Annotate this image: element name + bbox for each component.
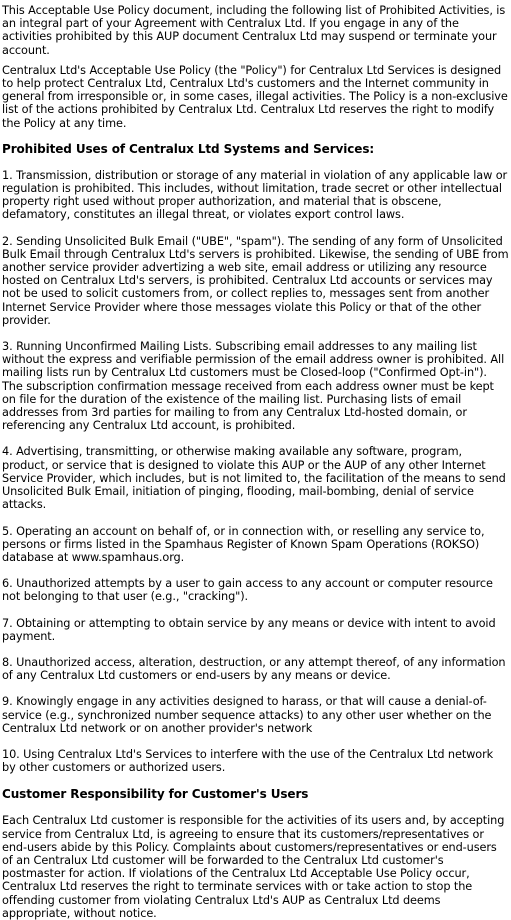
prohibited-uses-heading: Prohibited Uses of Centralux Ltd Systems and Services: bbox=[2, 141, 375, 156]
customer-responsibility-paragraph: Each Centralux Ltd customer is responsible for the activities of its users and, by accepting service from Centralux Ltd, is agreeing to ensure that its customers/representatives or end-users abide by this Policy. Complaints about customers/representatives or end-users of an Centralux Ltd customer will be forwarded to the Centralux Ltd customer's postmaster for action. If violations of the Centralux Ltd Acceptable Use Policy occur, Centralux Ltd reserves the right to terminate services with or take action to stop the offending customer from violating Centralux Ltd's AUP as Centralux Ltd deems appropriate, without notice. bbox=[2, 814, 505, 920]
policy-item: 3. Running Unconfirmed Mailing Lists. Subscribing email addresses to any mailing list without the express and verifiable permission of the email address owner is prohibited. All mailing lists run by Centralux Ltd customers must be Closed-loop ("Confirmed Opt-in"). The subscription confirmation message received from each address owner must be kept on file for the duration of the existence of the mailing list. Purchasing lists of email addresses from 3rd parties for mailing to from any Centralux Ltd-hosted domain, or referencing any Centralux Ltd account, is prohibited. bbox=[2, 340, 505, 433]
policy-item: 2. Sending Unsolicited Bulk Email ("UBE", "spam"). The sending of any form of Unsolicited Bulk Email through Centralux Ltd's servers is prohibited. Likewise, the sending of UBE from another service provider advertizing a web site, email address or utilizing any resource hosted on Centralux Ltd's servers, is prohibited. Centralux Ltd accounts or services may not be used to solicit customers from, or collect replies to, messages sent from another Internet Service Provider where those messages violate this Policy or that of the other provider. bbox=[2, 234, 509, 327]
customer-responsibility-heading: Customer Responsibility for Customer's Users bbox=[2, 787, 309, 802]
intro-paragraph: This Acceptable Use Policy document, including the following list of Prohibited Activities, is an integral part of your Agreement with Centralux Ltd. If you engage in any of the activities prohibited by this AUP document Centralux Ltd may suspend or terminate your account. bbox=[2, 4, 506, 57]
policy-item: 6. Unauthorized attempts by a user to gain access to any account or computer resource not belonging to that user (e.g., "cracking"). bbox=[2, 577, 493, 604]
intro-paragraph: Centralux Ltd's Acceptable Use Policy (the "Policy") for Centralux Ltd Services is designed to help protect Centralux Ltd, Centralux Ltd's customers and the Internet community in general from irresponsible or, in some cases, illegal activities. The Policy is a non-exclusive list of the actions prohibited by Centralux Ltd. Centralux Ltd reserves the right to modify the Policy at any time. bbox=[2, 63, 508, 130]
policy-item: 7. Obtaining or attempting to obtain service by any means or device with intent to avoid payment. bbox=[2, 616, 496, 643]
policy-item: 1. Transmission, distribution or storage of any material in violation of any applicable law or regulation is prohibited. This includes, without limitation, trade secret or other intellectual property right used without proper authorization, and material that is obscene, defamatory, constitutes an illegal threat, or violates export control laws. bbox=[2, 168, 508, 222]
policy-item: 10. Using Centralux Ltd's Services to interfere with the use of the Centralux Ltd network by other customers or authorized users. bbox=[2, 747, 494, 775]
policy-item: 4. Advertising, transmitting, or otherwise making available any software, program, product, or service that is designed to violate this AUP or the AUP of any other Internet Service Provider, which includes, but is not limited to, the facilitation of the means to send Unsolicited Bulk Email, initiation of pinging, flooding, mail-bombing, denial of service attacks. bbox=[2, 445, 506, 512]
policy-item: 9. Knowingly engage in any activities designed to harass, or that will cause a denial-of-service (e.g., synchronized number sequence attacks) to any other user whether on the Centralux Ltd network or on another provider's network bbox=[2, 695, 492, 735]
policy-item: 8. Unauthorized access, alteration, destruction, or any attempt thereof, of any information of any Centralux Ltd customers or end-users by any means or device. bbox=[2, 655, 506, 683]
policy-item: 5. Operating an account on behalf of, or in connection with, or reselling any service to, persons or firms listed in the Spamhaus Register of Known Spam Operations (ROKSO) database at www.spamhaus.org. bbox=[2, 524, 485, 564]
